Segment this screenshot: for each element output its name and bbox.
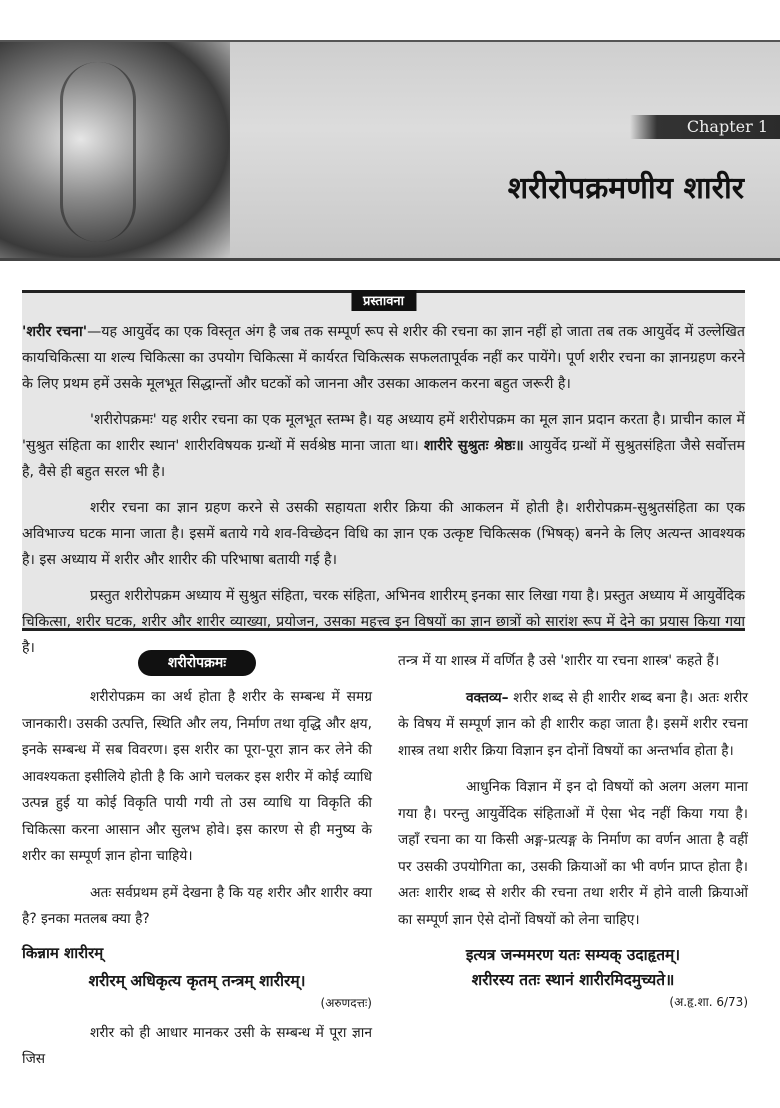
verse: शरीरम् अधिकृत्य कृतम् तन्त्रम् शारीरम्। (88, 971, 306, 990)
subheading: किन्नाम शारीरम् (22, 943, 104, 962)
intro-text: आयुर्वेद ग्रन्थों में सुश्रुतसंहिता जैसे सर्वोत्तम है, वैसे ही बहुत सरल भी है। (22, 438, 745, 480)
intro-text: —यह आयुर्वेद का एक विस्तृत अंग है जब तक सम्पूर्ण रूप से शरीर की रचना का ज्ञान नहीं हो जाता तब तक आयुर्वेद में उल्लेखित कायचिकित्सा या शल्य चिकित्सा का उपयोग चिकित्सा में कार्यरत चिकित्सक सफलतापूर्वक नहीं कर पायेंगे। पूर्ण शरीर रचना का ज्ञानग्रहण करने के लिए प्रथम हमें उसके मूलभूत सिद्धान्तों और घटकों को जानना और उसका आकलन करना बहुत जरूरी है। (22, 324, 745, 392)
body-paragraph: अतः सर्वप्रथम हमें देखना है कि यह शरीर और शारीर क्या है? इनका मतलब क्या है? (22, 884, 372, 927)
right-column (398, 648, 748, 1019)
body-paragraph: शरीर को ही आधार मानकर उसी के सम्बन्ध में पूरा ज्ञान जिस (22, 1024, 372, 1067)
left-column (22, 650, 372, 1083)
body-paragraph: तन्त्र में या शास्त्र में वर्णित है उसे 'शारीर या रचना शास्त्र' कहते हैं। (398, 653, 720, 669)
verse-citation: (अरुणदत्तः) (320, 995, 372, 1010)
intro-quote: शारीरे सुश्रुतः श्रेष्ठः॥ (423, 438, 524, 454)
verse-line: शरीरस्य ततः स्थानं शारीरमिदमुच्यते॥ (471, 971, 675, 989)
chapter-label: Chapter 1 (630, 115, 780, 139)
introduction-box (22, 290, 745, 656)
verse-line: इत्यत्र जन्ममरण यतः सम्यक् उदाहृतम्। (465, 946, 681, 964)
intro-paragraph-4: प्रस्तुत शरीरोपक्रम अध्याय में सुश्रुत संहिता, चरक संहिता, अभिनव शारीरम् इनका सार लिखा गया है। प्रस्तुत अध्याय में आयुर्वेदिक चिकित्सा, शरीर घटक, शरीर और शारीर व्याख्या, प्रयोजन, उसका महत्त्व इन विषयों का ज्ञान छात्रों को सारांश रूप में देने का प्रयास किया गया है। (22, 588, 745, 656)
body-paragraph: आधुनिक विज्ञान में इन दो विषयों को अलग अलग माना गया है। परन्तु आयुर्वेदिक संहिताओं में ऐसा भेद नहीं किया गया है। जहाँ रचना का या किसी अङ्ग-प्रत्यङ्ग के निर्माण का वर्णन आता है वहीं पर उसकी उपयोगिता का, उसकी क्रियाओं का भी वर्णन प्राप्त होता है। अतः शारीर शब्द से शरीर की रचना तथा शरीर में होने वाली क्रियाओं का सम्पूर्ण ज्ञान ऐसे दोनों विषयों को लेना चाहिए। (398, 779, 748, 928)
verse-citation: (अ.हृ.शा. 6/73) (669, 995, 748, 1009)
chapter-title: शरीरोपक्रमणीय शारीर (507, 171, 744, 206)
intro-text: 'शरीरोपक्रमः' यह शरीर रचना का एक मूलभूत स्तम्भ है। यह अध्याय हमें शरीरोपक्रम का मूल ज्ञान प्रदान करता है। प्राचीन काल में 'सुश्रुत संहिता का शारीर स्थान' शारीरविषयक ग्रन्थों में सर्वश्रेष्ठ माना जाता था। (22, 412, 745, 454)
intro-lead-term: 'शरीर रचना' (22, 324, 88, 340)
statement-label: वक्तव्य– (466, 689, 509, 706)
body-text: शरीर शब्द से ही शारीर शब्द बना है। अतः शरीर के विषय में सम्पूर्ण ज्ञान को ही शारीर कहा जाता है। इसमें शरीर रचना शास्त्र तथा शरीर क्रिया विज्ञान इन दोनों विषयों का अन्तर्भाव होता है। (398, 689, 748, 759)
intro-paragraph-3: शरीर रचना का ज्ञान ग्रहण करने से उसकी सहायता शरीर क्रिया की आकलन में होती है। शरीरोपक्रम-सुश्रुतसंहिता का एक अविभाज्य घटक माना जाता है। इसमें बताये गये शव-विच्छेदन विधि का ज्ञान एक उत्कृष्ट चिकित्सक (भिषक्) बनने के लिए अत्यन्त आवश्यक है। इस अध्याय में शरीर और शारीर की परिभाषा बतायी गई है। (22, 500, 745, 568)
section-heading: शरीरोपक्रमः (138, 650, 256, 676)
introduction-label: प्रस्तावना (351, 290, 416, 311)
anatomy-illustration (0, 42, 230, 258)
body-paragraph: शरीरोपक्रम का अर्थ होता है शरीर के सम्बन्ध में समग्र जानकारी। उसकी उत्पत्ति, स्थिति और लय, निर्माण तथा वृद्धि और क्षय, इनके सम्बन्ध में सब विवरण। इस शरीर का पूरा-पूरा ज्ञान कर लेने की आवश्यकता इसीलिये होती है कि आगे चलकर इस शरीर में कोई व्याधि उत्पन्न हुई या कोई विकृति पायी गयी तो उस व्याधि या विकृति की चिकित्सा करना आसान और सुलभ होवे। इस कारण से ही मनुष्य के शरीर का सम्पूर्ण ज्ञान होना चाहिये। (22, 689, 372, 864)
body-paragraph (398, 685, 748, 765)
intro-paragraph-2 (22, 407, 745, 485)
chapter-banner (0, 40, 780, 261)
intro-paragraph-1 (22, 319, 745, 397)
